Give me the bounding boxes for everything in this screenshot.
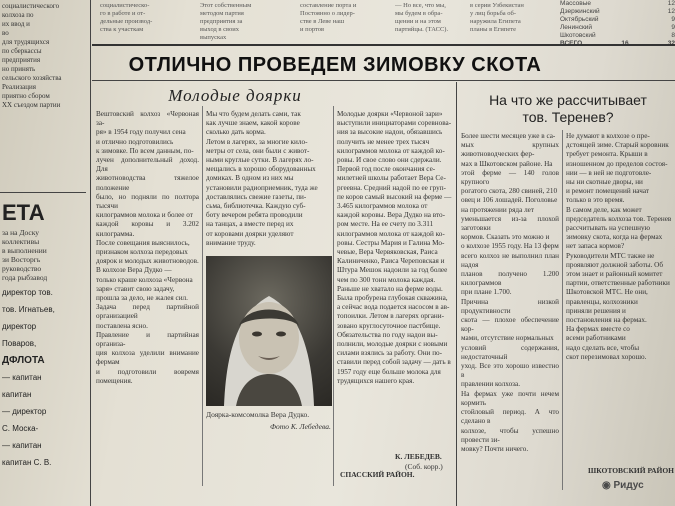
- photo-credit: Фото К. Лебедева.: [270, 422, 331, 431]
- portrait-photo: [206, 256, 332, 406]
- left-list-item: капитан: [2, 390, 32, 399]
- score-row-name: Шкотовский: [560, 32, 596, 39]
- score-row-value: 9: [671, 16, 675, 23]
- left-list-item: — директор: [2, 407, 47, 416]
- left-list-item: директор: [2, 322, 37, 331]
- score-row-value: 12: [667, 0, 675, 7]
- left-list-item: — капитан: [2, 441, 42, 450]
- article-column-2: Мы что будем делать сами, так как лучше знаем, какой корове сколько дать корма. Летом в лагерях, за многие кило- метры от села, они были с живот- ными круглые сутки. В лагерях ло- мещались в хорошо оборудованных домиках. В одном из них мы установили радиоприемник, туда же доставлялись свежие газеты, пи- сьма, библиотечка. Каждую суб- боту вечером ребята проводили на танцах, а вместе перед их от коровами доярки уделяют внимание труду.: [206, 110, 318, 247]
- score-row: [560, 16, 675, 24]
- article-subheadline: Молодые доярки: [168, 86, 302, 105]
- score-row-value: 9: [671, 24, 675, 31]
- portrait-illustration: [206, 256, 332, 406]
- watermark: [602, 480, 644, 491]
- photo-caption: Доярка-комсомолка Вера Дудко.: [206, 410, 310, 419]
- main-headline: ОТЛИЧНО ПРОВЕДЕМ ЗИМОВКУ СКОТА: [128, 54, 542, 76]
- left-list-item-heading: ДФЛОТА: [2, 355, 45, 366]
- left-column-top-text: социалистического колхоза по их ввод и во для трудящихся по сберкассы предприятия но принять сельского хозяйства Реализация приятно сбором ХХ съездом партии: [2, 2, 62, 109]
- score-row-name: Ленинский: [560, 24, 593, 31]
- score-row: [560, 32, 675, 40]
- score-row-value: 8: [671, 32, 675, 39]
- score-row-name: Дзержинский: [560, 8, 600, 15]
- right-article-headline: На что же рассчитывает тов. Теренев?: [489, 92, 647, 125]
- left-list-item: Поваров,: [2, 339, 37, 348]
- article-column-3: Молодые доярки «Червоной зари» выступили инициаторами соревнова- ния за высокие надои, обязавшись получить не менее трех тысяч килограммов молока от каждой ко- ровы. И свое слово они сдержали. Первой год после окончания се- милетней школы работает Вера Се- ргеевна. Средний надой по ее груп- пе коров самый высокий на ферме — 3.465 килограммов молока от каждой коровы. Вера Дудко на вто- ром месте. На ее счету по 3.311 килограммов молока от каждой ко- ровы. Сестры Мария и Галина Мо- чевые, Вера Червяковская, Раиса Калиниченко, Раиса Череповская и Штура Мешок надоили за год более чем по 300 тонн молока каждая. Раньше не хватало на ферме воды. Была пробурена глубокая скважина, а сейчас вода подается насосом в ав- топоилки. Летом в лагерях органи- зовано круглосуточное пастбище. Обязательства по году надои вы- полнили, молодые доярки с новыми силами взялись за работу. Они по- ставили перед собой задачу — дать в 1957 году еще больше молока для трудящихся нашего края.: [337, 110, 452, 385]
- score-row-value: 12: [667, 8, 675, 15]
- article-place: СПАССКИЙ РАЙОН.: [340, 470, 415, 479]
- article-column-1: Вештовский колхоз «Червоная за- ря» в 1954 году получил сена и отлично подготовились к зимовке. По всем данным, по- лучен дополнительный доход. Для животноводства тяжелое положение было, но подняли по полтора тысячи килограммов молока и более от каждой коровы и 3.202 килограмма. После совещания выяснилось, признаком колхоза передовых доярок и молодых животноводов. В колхозе Вера Дудко — только краше колхоза «Червона заря» ставит свою задачу, прошла за дело, не жалея сил. Задача перед партийной организацией поставлена ясно. Правление и партийная организа- ция колхоза уделили внимание фермам и подготовили вовремя помещения.: [96, 110, 199, 385]
- top-strip-col-4: — Но все, что мы, мы будем в обра- щении и на этом партийцы. (ТАСС).: [395, 2, 449, 33]
- left-list-item: — капитан: [2, 373, 42, 382]
- watermark-logo-icon: ◉: [602, 480, 611, 491]
- top-divider: [92, 44, 675, 46]
- score-row-name: Массовые: [560, 0, 592, 7]
- score-table: [560, 0, 675, 42]
- watermark-text: Ридус: [613, 480, 644, 491]
- right-signature-place: ШКОТОВСКИЙ РАЙОН: [588, 466, 674, 475]
- left-column-divider: [0, 192, 86, 193]
- score-row: [560, 0, 675, 8]
- top-strip-col-1: социалистическо- го в работе и от- дельные производ- ства к участкам: [100, 2, 153, 33]
- left-vertical-rule: [90, 0, 91, 506]
- gazeta-text: за на Доску коллективы в выполнении зи Восторгь руководство года рыбзавод: [2, 228, 48, 282]
- left-eye: [252, 332, 262, 337]
- left-list-item: директор тов.: [2, 288, 53, 297]
- score-row: [560, 8, 675, 16]
- left-name-list: [2, 284, 86, 494]
- right-article-rule: [562, 130, 563, 490]
- right-article-column-2: Не думают в колхозе о пре- дстоящей зиме. Старый коровник требует ремонта. Крыши в изношенном до пределов состоя- нии — в ней не подготовле- ны ни скотные дворы, ни и ремонт помещений начат только в это время. В самом деле, как может председатель колхоза тов. Теренев рассчитывать на успешную зимовку скота, когда на фермах нет запаса кормов? Руководители МТС также не проявляют должной заботы. Об этом знает и районный комитет партии, ответственные работники Шкотовской МТС. Не они, правленцы, колхозники приняли решения и постановления на фермах. На фермах вместе со всеми работниками надо сделать все, чтобы скот перезимовал хорошо.: [566, 132, 672, 361]
- left-list-item: тов. Игнатьев,: [2, 305, 55, 314]
- article-signature-note: (Соб. корр.): [405, 462, 443, 471]
- top-strip-col-5: в серии Узбекистан у лиц борьба об- наружила Египета планы в Египете: [470, 2, 524, 33]
- headline-underline: [92, 80, 675, 81]
- score-row-name: Октябрьский: [560, 16, 599, 23]
- score-row: [560, 24, 675, 32]
- article-signature: К. ЛЕБЕДЕВ.: [395, 452, 442, 461]
- gazeta-title: ЕТА: [2, 200, 45, 225]
- left-list-item: капитан С. В.: [2, 458, 52, 467]
- top-strip-col-3: составление порта и Постоянно о лидер- стве в Леве наш и портов: [300, 2, 357, 33]
- top-strip-col-2: Этот собственным методом партия предприятия за выход в своих выпусках: [200, 2, 252, 41]
- right-article-column-1: Более шести месяцев уже в са- мых крупных животноводческих фер- мах в Шкотовском районе. На этой ферме — 140 голов крупного рогатого скота, 280 свиней, 210 овец и 106 лошадей. Поголовье на протяжении ряда лет уменьшается из-за плохой заготовки кормов. Сказать это можно и о колхозе 1955 году. На 13 ферм всего колхоз не выполнил план надоя планов получено 1.200 килограммов при плане 1.700. Причина низкой продуктивности скота — плохое обеспечение кор- мами, отсутствие нормальных условий содержания, недостаточный уход. Все это хорошо известно в правлении колхоза. На фермах уже почти нечем кормить стойловый период. А что сделано в колхозе, чтобы успешно провести зи- мовку? Почти ничего.: [461, 132, 559, 453]
- right-vertical-rule: [456, 82, 457, 506]
- right-eye: [276, 332, 286, 337]
- article-rule-1: [202, 106, 203, 486]
- left-list-item: С. Моска-: [2, 424, 39, 433]
